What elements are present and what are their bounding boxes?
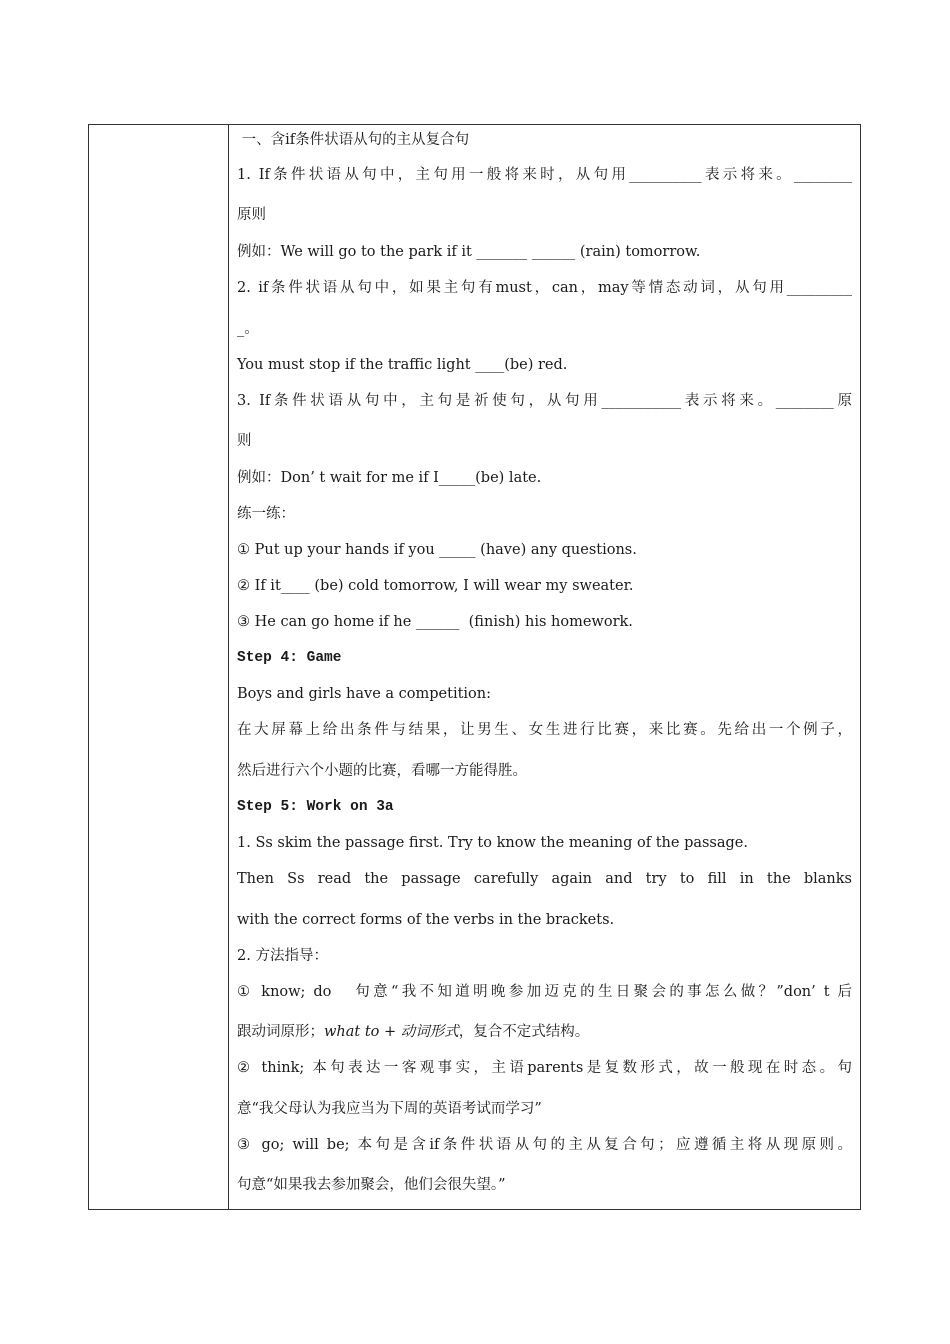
practice-item-2: ② If it____ (be) cold tomorrow, I will wear my sweater.	[237, 578, 634, 594]
step-4-heading: Step 4: Game	[237, 650, 342, 666]
rule-2: 2. if条件状语从句中，如果主句有must，can，may等情态动词，从句用_________	[237, 280, 852, 296]
step-5-item-1-cont2: with the correct forms of the verbs in the brackets.	[237, 912, 615, 928]
step-5-item-1-cont: Then Ss read the passage carefully again and try to fill in the blanks	[237, 871, 852, 887]
example-3: 例如：Don’ t wait for me if I_____(be) late.	[237, 470, 542, 486]
method-italic: what to + 动词形式	[324, 1024, 459, 1040]
lesson-table	[88, 124, 861, 1210]
method-item-2-cont: 意“我父母认为我应当为下周的英语考试而学习”	[237, 1101, 542, 1117]
method-item-1-cont	[237, 1022, 852, 1042]
practice-item-1: ① Put up your hands if you _____ (have) any questions.	[237, 542, 637, 558]
example-1: 例如：We will go to the park if it _______ ______ (rain) tomorrow.	[237, 244, 701, 260]
method-heading: 2. 方法指导：	[237, 948, 328, 964]
rule-3: 3. If条件状语从句中，主句是祈使句，从句用___________表示将来。________原	[237, 393, 852, 409]
method-item-3-cont: 句意“如果我去参加聚会，他们会很失望。”	[237, 1177, 506, 1193]
practice-item-3: ③ He can go home if he ______ (finish) his homework.	[237, 614, 633, 630]
rule-1: 1. If条件状语从句中，主句用一般将来时，从句用__________表示将来。________	[237, 167, 852, 183]
method-item-1: ① know; do 句意“我不知道明晚参加迈克的生日聚会的事怎么做？”don’ t 后	[237, 984, 852, 1000]
rule-3-cont: 则	[237, 433, 252, 449]
step-5-heading: Step 5: Work on 3a	[237, 799, 394, 815]
rule-1-cont: 原则	[237, 207, 266, 223]
section-heading: 一、含if条件状语从句的主从复合句	[237, 132, 470, 148]
method-item-2: ② think; 本句表达一客观事实，主语parents是复数形式，故一般现在时态。句	[237, 1060, 852, 1076]
left-column-cell	[89, 125, 229, 1209]
method-text: 跟动词原形；	[237, 1024, 324, 1040]
practice-heading: 练一练：	[237, 506, 295, 522]
step-4-desc: 在大屏幕上给出条件与结果，让男生、女生进行比赛，来比赛。先给出一个例子，	[237, 722, 852, 738]
example-2: You must stop if the traffic light ____(be) red.	[237, 357, 568, 373]
step-4-intro: Boys and girls have a competition:	[237, 686, 492, 702]
rule-2-cont: _。	[237, 321, 259, 337]
method-text-end: ，复合不定式结构。	[458, 1024, 590, 1040]
step-5-item-1: 1. Ss skim the passage first. Try to know the meaning of the passage.	[237, 835, 748, 851]
method-item-3: ③ go; will be; 本句是含if条件状语从句的主从复合句；应遵循主将从现原则。	[237, 1137, 852, 1153]
content-cell	[237, 125, 852, 1209]
step-4-desc-cont: 然后进行六个小题的比赛，看哪一方能得胜。	[237, 763, 527, 779]
